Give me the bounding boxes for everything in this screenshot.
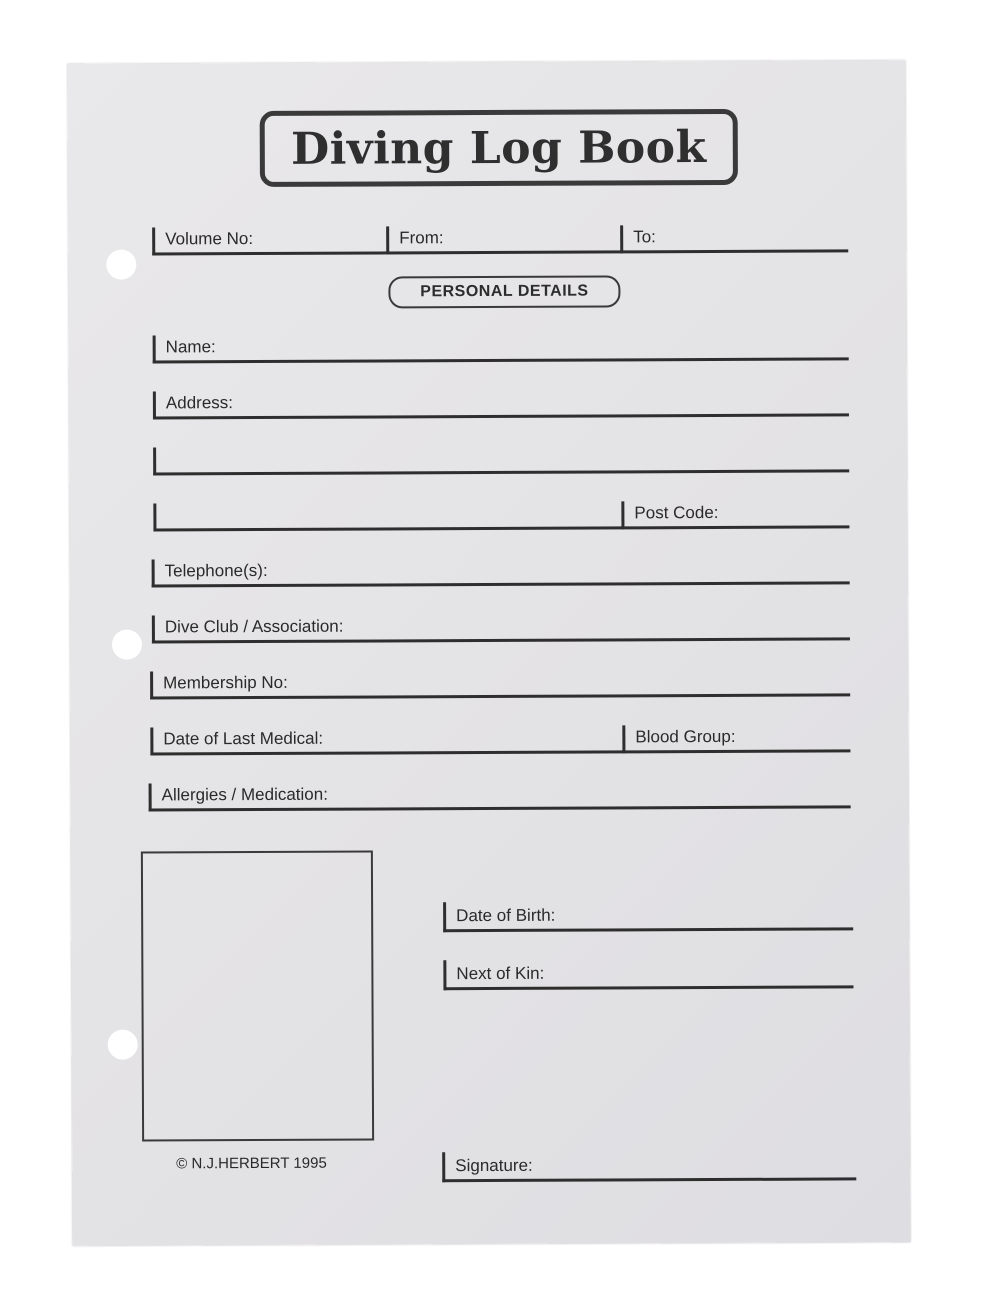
post-code-field[interactable]: [621, 500, 849, 529]
copyright-notice: © N.J.HERBERT 1995: [176, 1154, 327, 1173]
post-code-label: Post Code:: [634, 502, 719, 523]
next-of-kin-field[interactable]: [443, 958, 853, 990]
from-label: From:: [399, 228, 444, 248]
next-of-kin-label: Next of Kin:: [456, 963, 545, 984]
date-of-birth-field[interactable]: [443, 900, 853, 932]
membership-no-field[interactable]: [150, 668, 850, 699]
membership-no-label: Membership No:: [163, 672, 288, 693]
address-line-3-field[interactable]: [153, 501, 623, 531]
name-field[interactable]: [153, 332, 849, 363]
allergies-field[interactable]: [149, 780, 851, 811]
punch-hole-bottom: [108, 1030, 138, 1060]
last-medical-field[interactable]: [150, 725, 624, 755]
title-frame: [260, 109, 738, 187]
address-field[interactable]: [153, 388, 849, 419]
signature-field[interactable]: [442, 1150, 856, 1182]
signature-label: Signature:: [455, 1155, 533, 1176]
to-field[interactable]: [620, 224, 848, 253]
volume-no-label: Volume No:: [165, 229, 254, 249]
from-field[interactable]: [386, 225, 622, 254]
to-label: To:: [633, 227, 656, 247]
section-badge: [388, 275, 620, 308]
section-heading: PERSONAL DETAILS: [420, 282, 589, 301]
date-of-birth-label: Date of Birth:: [456, 905, 556, 926]
page-title: Diving Log Book: [290, 121, 707, 175]
log-book-page: [67, 60, 910, 1246]
blood-group-label: Blood Group:: [635, 726, 736, 747]
dive-club-label: Dive Club / Association:: [164, 616, 344, 637]
punch-hole-middle: [112, 630, 142, 660]
photo-box[interactable]: [141, 851, 374, 1142]
blood-group-field[interactable]: [622, 724, 850, 753]
punch-hole-top: [106, 250, 136, 280]
dive-club-field[interactable]: [152, 612, 850, 643]
allergies-label: Allergies / Medication:: [161, 784, 328, 805]
address-label: Address:: [165, 393, 234, 413]
telephone-label: Telephone(s):: [164, 560, 268, 581]
volume-no-field[interactable]: [152, 226, 388, 255]
address-line-2-field[interactable]: [153, 444, 849, 475]
last-medical-label: Date of Last Medical:: [163, 728, 324, 749]
name-label: Name:: [165, 337, 216, 357]
telephone-field[interactable]: [152, 556, 850, 587]
